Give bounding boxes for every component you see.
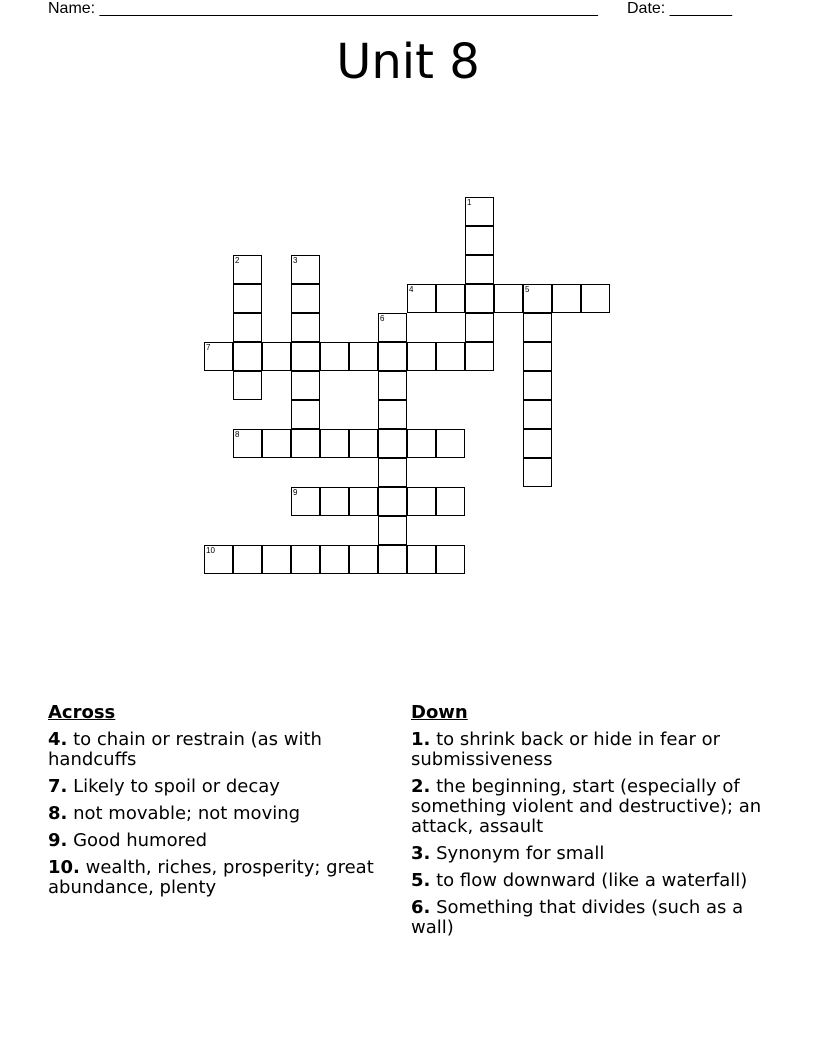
grid-cell[interactable] <box>378 429 407 458</box>
clue-text: to chain or restrain (as with handcuffs <box>48 729 322 770</box>
clue-number-label: 8 <box>235 430 240 439</box>
grid-cell[interactable] <box>378 458 407 487</box>
grid-cell[interactable] <box>523 313 552 342</box>
clue-text: to flow downward (like a waterfall) <box>436 870 748 891</box>
clue-number-label: 10 <box>206 546 215 555</box>
grid-cell[interactable] <box>233 284 262 313</box>
clue-text: the beginning, start (especially of something violent and destructive); an attack, assault <box>411 776 762 837</box>
clue-number-label: 9 <box>293 488 298 497</box>
grid-cell[interactable] <box>320 487 349 516</box>
clue-text: Likely to spoil or decay <box>73 776 280 797</box>
across-clues <box>48 702 393 905</box>
clue-number: 3. <box>411 843 431 864</box>
grid-cell[interactable] <box>291 284 320 313</box>
grid-cell[interactable] <box>233 545 262 574</box>
grid-cell[interactable] <box>465 226 494 255</box>
grid-cell[interactable] <box>291 342 320 371</box>
grid-cell[interactable] <box>291 400 320 429</box>
grid-cell[interactable] <box>436 342 465 371</box>
grid-cell[interactable] <box>233 342 262 371</box>
across-heading: Across <box>48 702 116 723</box>
grid-cell[interactable] <box>465 255 494 284</box>
grid-cell[interactable] <box>378 516 407 545</box>
clue-text: to shrink back or hide in fear or submissiveness <box>411 729 721 770</box>
grid-cell[interactable] <box>262 545 291 574</box>
grid-cell[interactable] <box>523 458 552 487</box>
clue-number: 8. <box>48 803 68 824</box>
clue-number-label: 3 <box>293 256 298 265</box>
across-clue <box>48 831 393 851</box>
grid-cell[interactable] <box>291 313 320 342</box>
grid-cell[interactable] <box>465 284 494 313</box>
clue-number: 2. <box>411 776 431 797</box>
grid-cell[interactable] <box>494 284 523 313</box>
grid-cell[interactable] <box>523 371 552 400</box>
clue-number: 1. <box>411 729 431 750</box>
page-title: Unit 8 <box>336 34 480 90</box>
grid-cell[interactable] <box>552 284 581 313</box>
down-clue <box>411 730 776 770</box>
clue-number: 7. <box>48 776 68 797</box>
grid-cell[interactable] <box>407 487 436 516</box>
grid-cell[interactable] <box>349 487 378 516</box>
grid-cell[interactable] <box>320 545 349 574</box>
grid-cell[interactable] <box>581 284 610 313</box>
grid-cell[interactable] <box>523 429 552 458</box>
across-clue <box>48 730 393 770</box>
across-clue <box>48 858 393 898</box>
grid-cell[interactable] <box>349 545 378 574</box>
grid-cell[interactable] <box>436 429 465 458</box>
grid-cell[interactable] <box>523 342 552 371</box>
grid-cell[interactable] <box>262 342 291 371</box>
grid-cell[interactable] <box>378 545 407 574</box>
grid-cell[interactable] <box>378 342 407 371</box>
grid-cell[interactable] <box>465 342 494 371</box>
clue-number-label: 6 <box>380 314 385 323</box>
grid-cell[interactable] <box>262 429 291 458</box>
clue-number-label: 2 <box>235 256 240 265</box>
across-clue <box>48 777 393 797</box>
grid-cell[interactable] <box>320 342 349 371</box>
grid-cell[interactable] <box>378 487 407 516</box>
grid-cell[interactable] <box>233 313 262 342</box>
grid-cell[interactable] <box>436 487 465 516</box>
clue-number-label: 7 <box>206 343 211 352</box>
grid-cell[interactable] <box>349 342 378 371</box>
clue-number: 9. <box>48 830 68 851</box>
grid-cell[interactable] <box>349 429 378 458</box>
clue-number: 6. <box>411 897 431 918</box>
clue-text: Good humored <box>73 830 208 851</box>
grid-cell[interactable] <box>407 342 436 371</box>
grid-cell[interactable] <box>320 429 349 458</box>
clue-number: 4. <box>48 729 68 750</box>
down-clue <box>411 898 776 938</box>
down-clues <box>411 702 776 945</box>
name-field-label: Name: ________________________________________________________ <box>48 0 598 17</box>
grid-cell[interactable] <box>378 400 407 429</box>
grid-cell[interactable] <box>291 429 320 458</box>
clue-text: not movable; not moving <box>73 803 301 824</box>
grid-cell[interactable] <box>523 400 552 429</box>
across-clue <box>48 804 393 824</box>
down-clue <box>411 844 776 864</box>
clue-text: wealth, riches, prosperity; great abundance, plenty <box>48 857 374 898</box>
down-clue <box>411 777 776 837</box>
down-heading: Down <box>411 702 468 723</box>
grid-cell[interactable] <box>407 429 436 458</box>
grid-cell[interactable] <box>378 371 407 400</box>
grid-cell[interactable] <box>291 371 320 400</box>
clue-number: 5. <box>411 870 431 891</box>
down-clue <box>411 871 776 891</box>
grid-cell[interactable] <box>291 545 320 574</box>
grid-cell[interactable] <box>436 284 465 313</box>
clue-number: 10. <box>48 857 80 878</box>
clue-text: Something that divides (such as a wall) <box>411 897 744 938</box>
clue-number-label: 4 <box>409 285 414 294</box>
grid-cell[interactable] <box>465 313 494 342</box>
clue-text: Synonym for small <box>436 843 605 864</box>
grid-cell[interactable] <box>407 545 436 574</box>
grid-cell[interactable] <box>233 371 262 400</box>
clue-number-label: 1 <box>467 198 472 207</box>
clue-number-label: 5 <box>525 285 530 294</box>
date-field-label: Date: _______ <box>627 0 732 17</box>
grid-cell[interactable] <box>436 545 465 574</box>
